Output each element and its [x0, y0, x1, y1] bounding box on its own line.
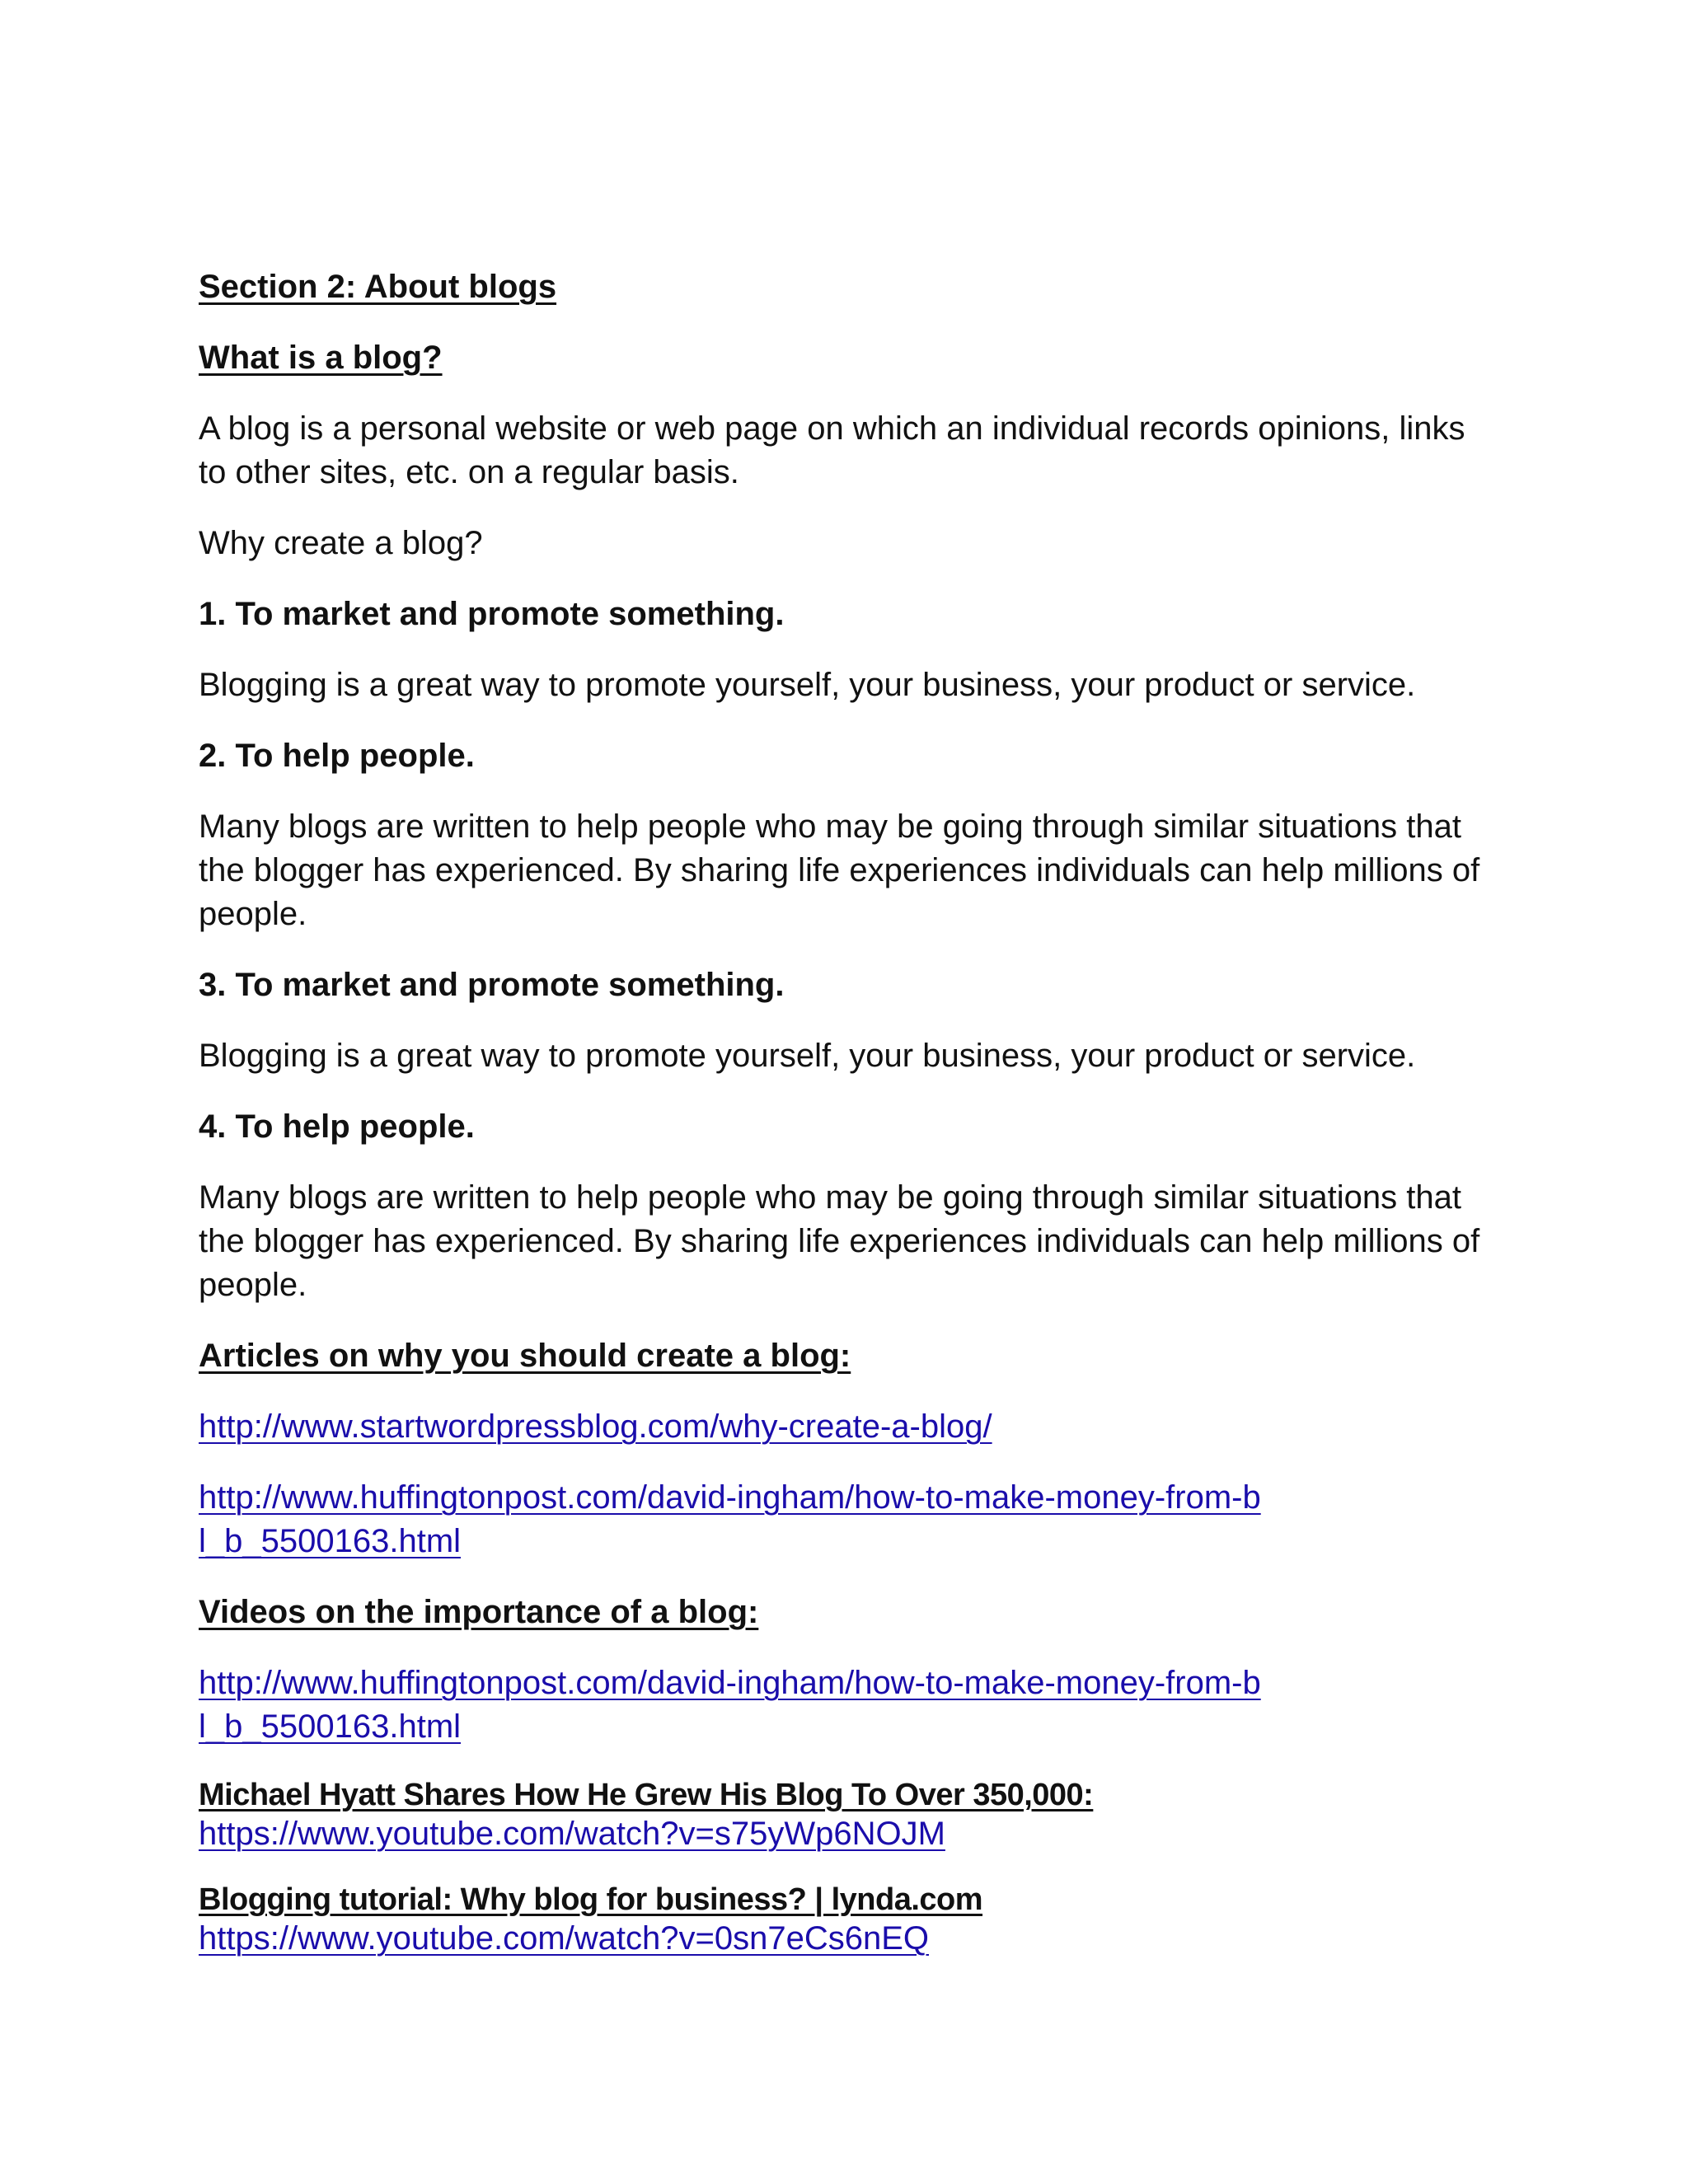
video-link-michael-hyatt[interactable]: https://www.youtube.com/watch?v=s75yWp6NOJM [199, 1816, 945, 1852]
reason-3-body: Blogging is a great way to promote yourself, your business, your product or service. [199, 1038, 1416, 1074]
reason-4-title: 4. To help people. [199, 1108, 475, 1145]
video-link-lynda[interactable]: https://www.youtube.com/watch?v=0sn7eCs6nEQ [199, 1920, 930, 1957]
reason-1-body: Blogging is a great way to promote yourself, your business, your product or service. [199, 667, 1416, 703]
video-item [199, 1776, 1501, 1854]
videos-heading: Videos on the importance of a blog: [199, 1594, 759, 1630]
video-item [199, 1881, 1501, 1958]
video-title-lynda: Blogging tutorial: Why blog for business? | lynda.com [199, 1882, 983, 1917]
why-create-question: Why create a blog? [199, 525, 483, 561]
reason-2-title: 2. To help people. [199, 738, 475, 774]
article-link-huffingtonpost[interactable]: http://www.huffingtonpost.com/david-ingham/how-to-make-money-from-bl_b_5500163.html [199, 1479, 1261, 1559]
what-is-blog-heading: What is a blog? [199, 340, 443, 376]
reason-2-body: Many blogs are written to help people who may be going through similar situations that the blogger has experienced. By sharing life experiences individuals can help millions of people. [199, 808, 1480, 932]
section-title: Section 2: About blogs [199, 269, 557, 305]
articles-heading: Articles on why you should create a blog: [199, 1338, 851, 1374]
reason-1-title: 1. To market and promote something. [199, 596, 785, 632]
article-link-startwordpress[interactable]: http://www.startwordpressblog.com/why-create-a-blog/ [199, 1408, 992, 1445]
reason-4-body: Many blogs are written to help people who may be going through similar situations that the blogger has experienced. By sharing life experiences individuals can help millions of people. [199, 1179, 1480, 1303]
video-title-michael-hyatt: Michael Hyatt Shares How He Grew His Blog To Over 350,000: [199, 1778, 1094, 1812]
blog-definition: A blog is a personal website or web page on which an individual records opinions, links to other sites, etc. on a regular basis. [199, 410, 1465, 490]
document-content [199, 265, 1501, 1985]
video-section-link-huffingtonpost[interactable]: http://www.huffingtonpost.com/david-ingham/how-to-make-money-from-bl_b_5500163.html [199, 1665, 1261, 1745]
reason-3-title: 3. To market and promote something. [199, 967, 785, 1003]
